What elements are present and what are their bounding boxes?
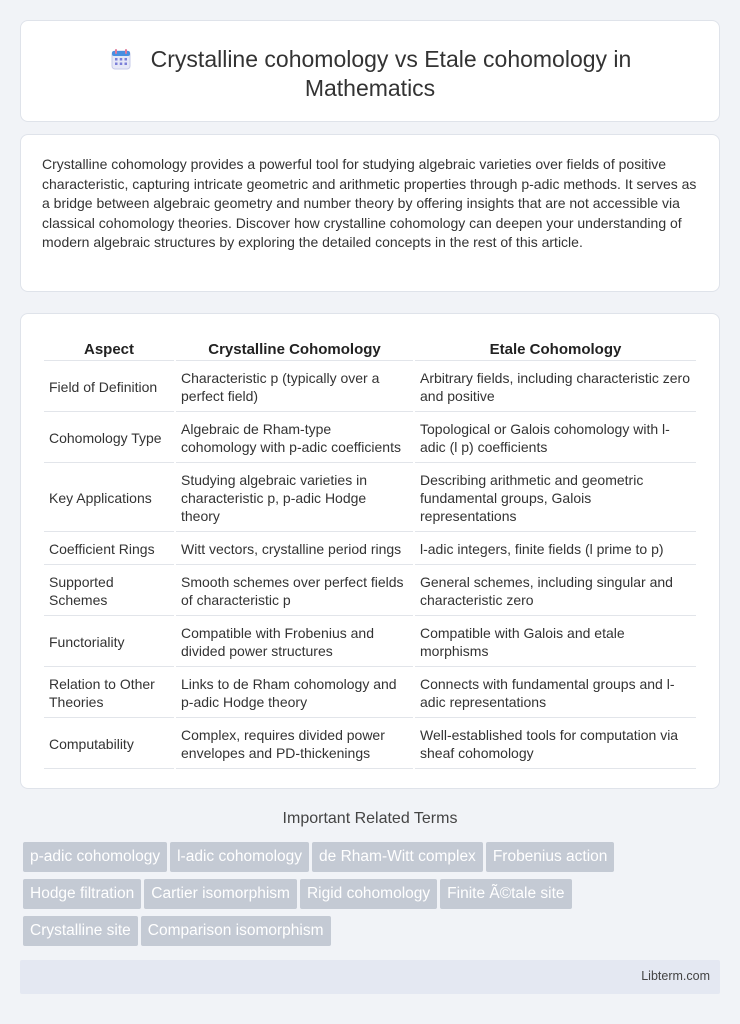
crystalline-cell: Complex, requires divided power envelopes and PD-thickenings — [176, 720, 413, 769]
etale-cell: Compatible with Galois and etale morphisms — [415, 618, 696, 667]
related-term-tag[interactable]: Cartier isomorphism — [144, 879, 297, 909]
crystalline-cell: Witt vectors, crystalline period rings — [176, 534, 413, 565]
table-row — [44, 669, 696, 718]
aspect-cell: Computability — [44, 720, 174, 769]
related-term-tag[interactable]: Hodge filtration — [23, 879, 141, 909]
related-term-tag[interactable]: l-adic cohomology — [170, 842, 309, 872]
aspect-cell: Supported Schemes — [44, 567, 174, 616]
column-header-aspect: Aspect — [44, 337, 174, 361]
etale-cell: General schemes, including singular and characteristic zero — [415, 567, 696, 616]
intro-paragraph: Crystalline cohomology provides a powerful tool for studying algebraic varieties over fields of positive characteristic, capturing intricate geometric and arithmetic properties through p-adic methods. It serves as a bridge between algebraic geometry and number theory by offering insights that are not accessible via classical cohomology theories. Discover how crystalline cohomology can deepen your understanding of modern algebraic structures by exploring the detailed concepts in the rest of this article. — [42, 156, 697, 250]
comparison-table-card — [20, 313, 720, 789]
page-title-line-2: Mathematics — [304, 75, 436, 101]
footer-brand-link[interactable]: Libterm.com — [641, 969, 710, 983]
column-header-crystalline: Crystalline Cohomology — [176, 337, 413, 361]
etale-cell: Describing arithmetic and geometric fundamental groups, Galois representations — [415, 465, 696, 532]
intro-card — [20, 134, 720, 292]
crystalline-cell: Smooth schemes over perfect fields of characteristic p — [176, 567, 413, 616]
table-header-row — [44, 337, 696, 361]
related-term-tag[interactable]: Frobenius action — [486, 842, 615, 872]
page-title — [21, 45, 719, 103]
title-text-1: Crystalline cohomology vs Etale cohomology in — [150, 46, 632, 72]
aspect-cell: Relation to Other Theories — [44, 669, 174, 718]
related-term-tag[interactable]: Crystalline site — [23, 916, 138, 946]
crystalline-cell: Studying algebraic varieties in characteristic p, p-adic Hodge theory — [176, 465, 413, 532]
title-card — [20, 20, 720, 122]
aspect-cell: Field of Definition — [44, 363, 174, 412]
page-title-line-1 — [21, 45, 719, 74]
related-terms-heading: Important Related Terms — [282, 810, 458, 827]
related-term-tag[interactable]: de Rham-Witt complex — [312, 842, 483, 872]
etale-cell: Well-established tools for computation via sheaf cohomology — [415, 720, 696, 769]
table-row — [44, 363, 696, 412]
aspect-cell: Coefficient Rings — [44, 534, 174, 565]
aspect-cell: Key Applications — [44, 465, 174, 532]
etale-cell: Connects with fundamental groups and l-adic representations — [415, 669, 696, 718]
aspect-cell: Functoriality — [44, 618, 174, 667]
column-header-etale: Etale Cohomology — [415, 337, 696, 361]
etale-cell: l-adic integers, finite fields (l prime to p) — [415, 534, 696, 565]
table-row — [44, 534, 696, 565]
crystalline-cell: Compatible with Frobenius and divided power structures — [176, 618, 413, 667]
crystalline-cell: Links to de Rham cohomology and p-adic Hodge theory — [176, 669, 413, 718]
footer-bar — [20, 960, 720, 994]
related-terms-list — [23, 842, 723, 953]
related-term-tag[interactable]: Comparison isomorphism — [141, 916, 331, 946]
crystalline-cell: Algebraic de Rham-type cohomology with p-adic coefficients — [176, 414, 413, 463]
etale-cell: Topological or Galois cohomology with l-adic (l p) coefficients — [415, 414, 696, 463]
table-row — [44, 465, 696, 532]
table-row — [44, 720, 696, 769]
related-term-tag[interactable]: Rigid cohomology — [300, 879, 437, 909]
related-term-tag[interactable]: Finite Ã©tale site — [440, 879, 571, 909]
crystalline-cell: Characteristic p (typically over a perfect field) — [176, 363, 413, 412]
document-grid-icon — [109, 47, 133, 71]
aspect-cell: Cohomology Type — [44, 414, 174, 463]
related-term-tag[interactable]: p-adic cohomology — [23, 842, 167, 872]
comparison-table — [42, 335, 698, 771]
table-row — [44, 567, 696, 616]
etale-cell: Arbitrary fields, including characteristic zero and positive — [415, 363, 696, 412]
table-row — [44, 414, 696, 463]
table-row — [44, 618, 696, 667]
